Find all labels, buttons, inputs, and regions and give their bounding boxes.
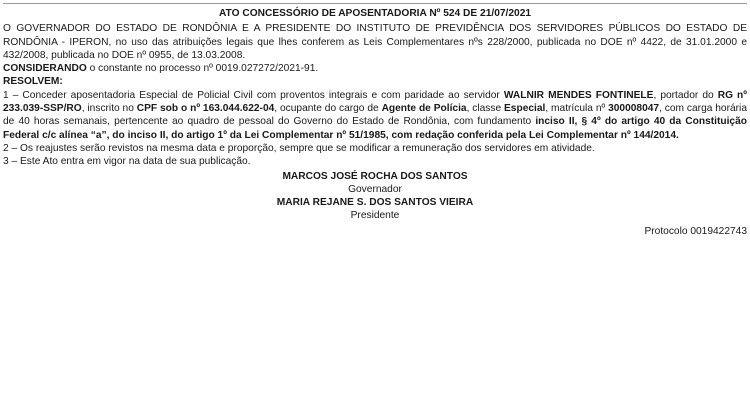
item-1-text-d: , ocupante do cargo de — [274, 103, 382, 115]
matricula: 300008047 — [608, 103, 660, 115]
item-1-text-a: 1 – Conceder aposentadoria Especial de Policial Civil com proventos integrais e com paridade ao servidor — [3, 89, 504, 101]
signatory-name: MARCOS JOSÉ ROCHA DOS SANTOS — [282, 170, 468, 182]
document-title: ATO CONCESSÓRIO DE APOSENTADORIA Nº 524 DE 21/07/2021 — [218, 8, 532, 19]
item-1-text-e: , classe — [466, 103, 505, 115]
signatory-name: MARIA REJANE S. DOS SANTOS VIEIRA — [276, 197, 474, 209]
cpf-number: CPF sob o nº 163.044.622-04 — [136, 103, 275, 115]
signatory-role: Presidente — [350, 210, 400, 222]
considerando-label: CONSIDERANDO — [3, 63, 87, 75]
considerando-text: o constante no processo nº 0019.027272/2021-91. — [86, 63, 319, 75]
item-1-text-f: , matrícula nº — [545, 103, 609, 115]
signature-block-1 — [3, 170, 747, 197]
fundamento-legal: inciso II, § 4º do artigo 40 da Constituição Federal c/c alínea “a”, do inciso II, do artigo 1º da Lei Complementar nº 51/1985, com redação conferida pela Lei Complementar nº 144/2014. — [3, 116, 747, 141]
preamble: O GOVERNADOR DO ESTADO DE RONDÔNIA E A PRESIDENTE DO INSTITUTO DE PREVIDÊNCIA DOS SERVIDORES PÚBLICOS DO ESTADO DE RONDÔNIA - IPERON, no uso das atribuições legais que lhes conferem as Leis Complementares nºs 228/2000, publicada no DOE nº 4422, de 31.01.2000 e 432/2008, publicada no DOE nº 0955, de 13.03.2008. — [3, 23, 747, 61]
cargo: Agente de Polícia — [381, 103, 467, 115]
item-2: 2 – Os reajustes serão revistos na mesma data e proporção, sempre que se modificar a remuneração dos servidores em atividade. — [3, 142, 595, 154]
signature-block-2 — [3, 196, 747, 223]
item-3: 3 – Este Ato entra em vigor na data de sua publicação. — [3, 156, 251, 168]
item-1-text-b: , portador do — [653, 89, 718, 101]
rg-number: RG nº 233.039-SSP/RO — [3, 89, 747, 115]
item-1-text-c: , inscrito no — [81, 103, 137, 115]
item-1-text-g: , com carga horária de 40 horas semanais, pertencente ao quadro de pessoal do Governo do Estado de Rondônia, com fundamento — [3, 103, 747, 128]
item-1 — [3, 89, 747, 142]
servidor-name: WALNIR MENDES FONTINELE — [503, 89, 654, 101]
top-divider — [3, 3, 747, 4]
protocolo: Protocolo 0019422743 — [644, 225, 747, 237]
classe: Especial — [504, 103, 546, 115]
considerando-paragraph — [3, 62, 747, 75]
signatory-role: Governador — [348, 183, 402, 195]
resolvem-heading: RESOLVEM: — [3, 76, 63, 88]
